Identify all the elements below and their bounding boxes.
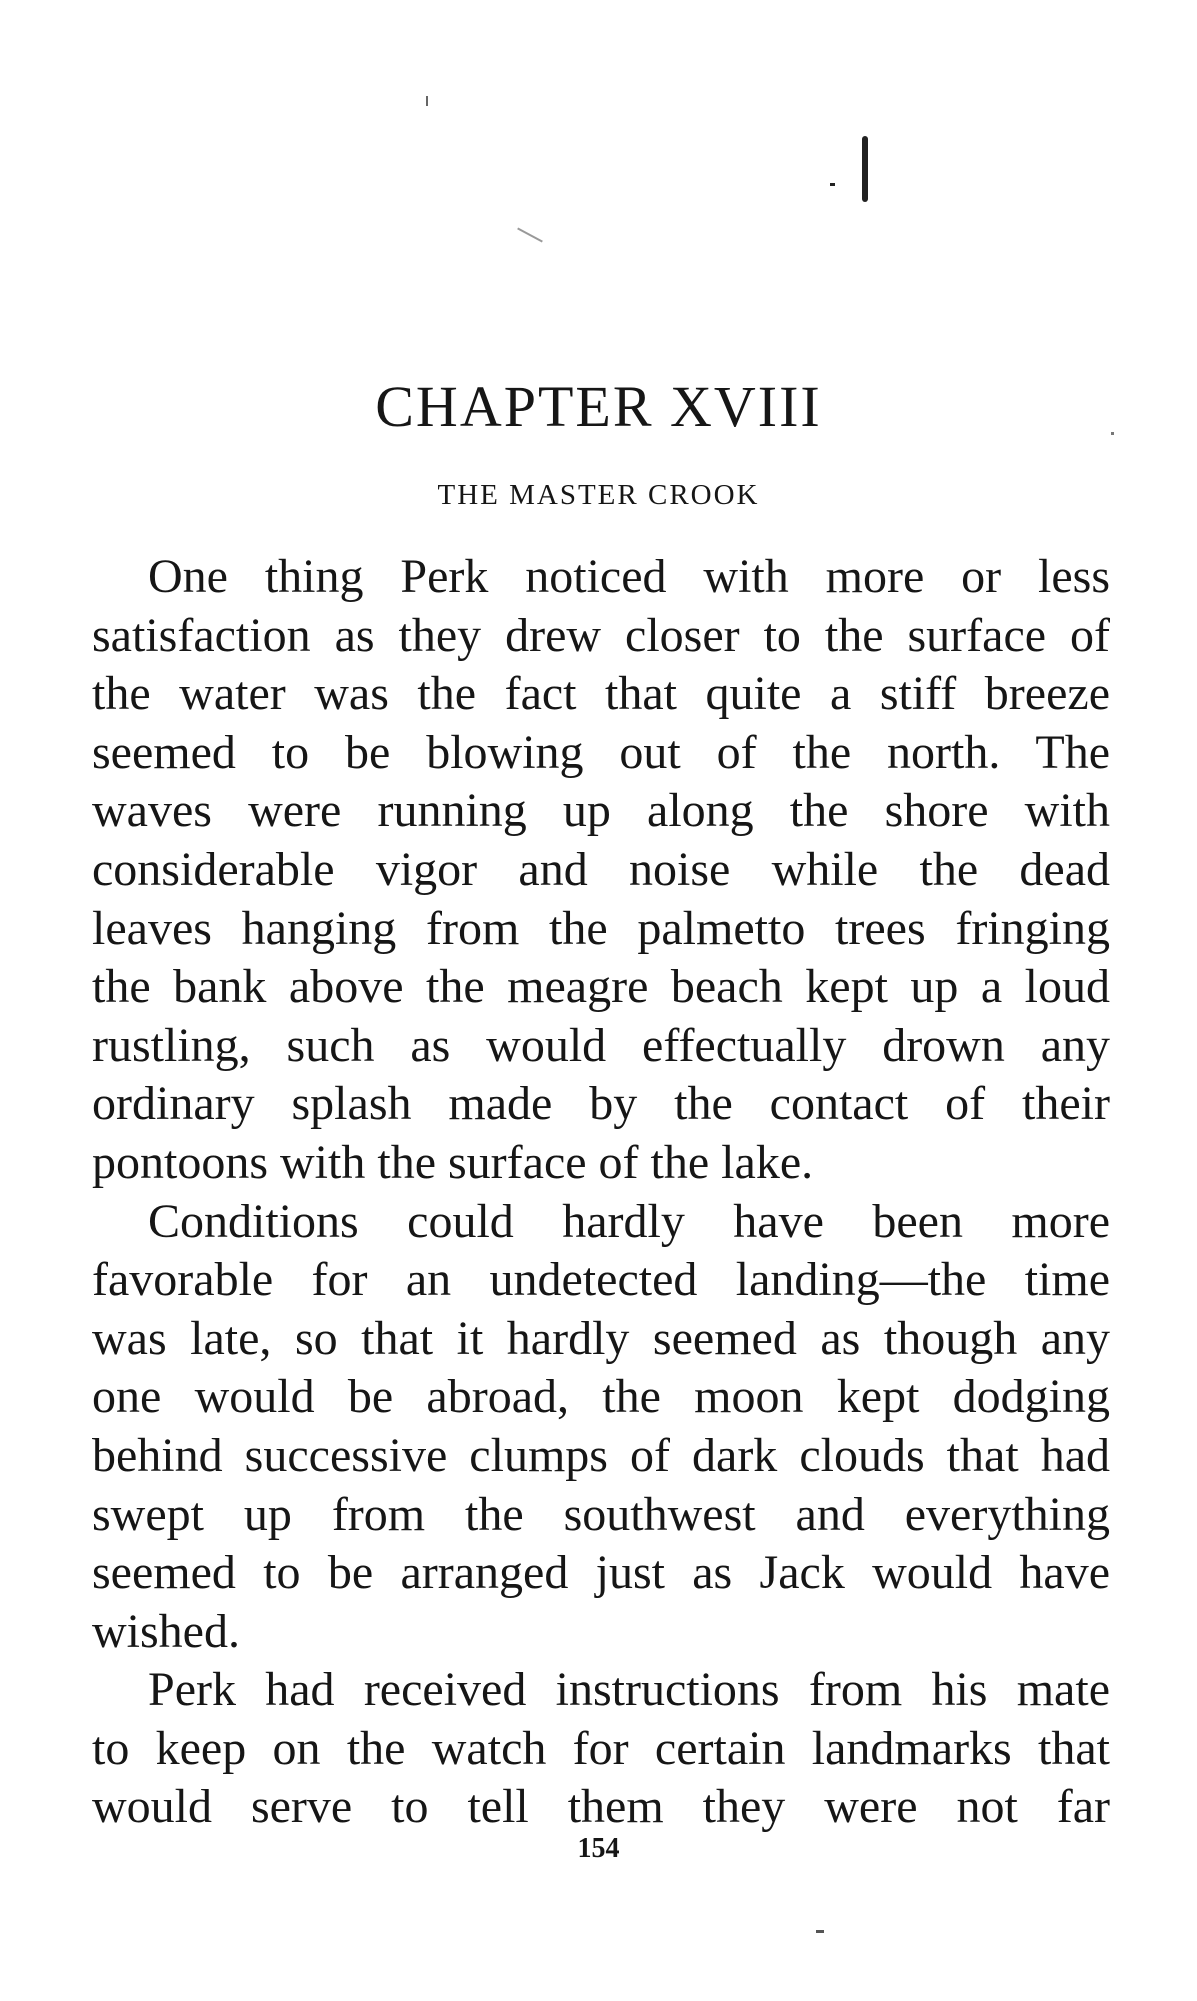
text-line: satisfaction as they drew closer to the surface of: [92, 608, 1110, 662]
text-line: to keep on the watch for certain landmarks that: [92, 1721, 1110, 1775]
text-line: would serve to tell them they were not far: [92, 1780, 1110, 1834]
text-line: ordinary splash made by the contact of their: [92, 1077, 1110, 1131]
text-line: one would be abroad, the moon kept dodging: [92, 1370, 1110, 1424]
text-line: favorable for an undetected landing—the time: [92, 1253, 1110, 1307]
text-line: One thing Perk noticed with more or less: [148, 550, 1110, 603]
scan-speck-dot: [830, 183, 835, 186]
page-number: 154: [577, 1833, 620, 1864]
chapter-number: CHAPTER XVIII: [375, 374, 822, 439]
scan-speck-dot: [816, 1930, 824, 1933]
chapter-body: [92, 548, 1110, 1837]
text-line: pontoons with the surface of the lake.: [92, 1135, 814, 1189]
text-line: Perk had received instructions from his mate: [148, 1663, 1110, 1717]
text-line: seemed to be blowing out of the north. The: [92, 725, 1110, 779]
text-line: behind successive clumps of dark clouds that had: [92, 1428, 1110, 1482]
text-line: was late, so that it hardly seemed as though any: [92, 1311, 1110, 1365]
scan-speck-tick: [426, 96, 428, 106]
text-line: swept up from the southwest and everything: [92, 1487, 1110, 1541]
text-line: considerable vigor and noise while the dead: [92, 842, 1110, 896]
text-line: wished.: [92, 1604, 240, 1658]
text-line: Conditions could hardly have been more: [148, 1194, 1110, 1248]
text-line: waves were running up along the shore with: [92, 784, 1110, 838]
scan-speck-mark: [862, 136, 868, 202]
scan-speck-dash: [517, 228, 543, 243]
chapter-title: THE MASTER CROOK: [437, 479, 760, 511]
text-line: rustling, such as would effectually drown any: [92, 1018, 1110, 1072]
text-line: seemed to be arranged just as Jack would have: [92, 1546, 1110, 1600]
text-line: the water was the fact that quite a stiff breeze: [92, 667, 1110, 721]
text-line: the bank above the meagre beach kept up a loud: [92, 960, 1110, 1014]
text-line: leaves hanging from the palmetto trees fringing: [92, 901, 1110, 955]
